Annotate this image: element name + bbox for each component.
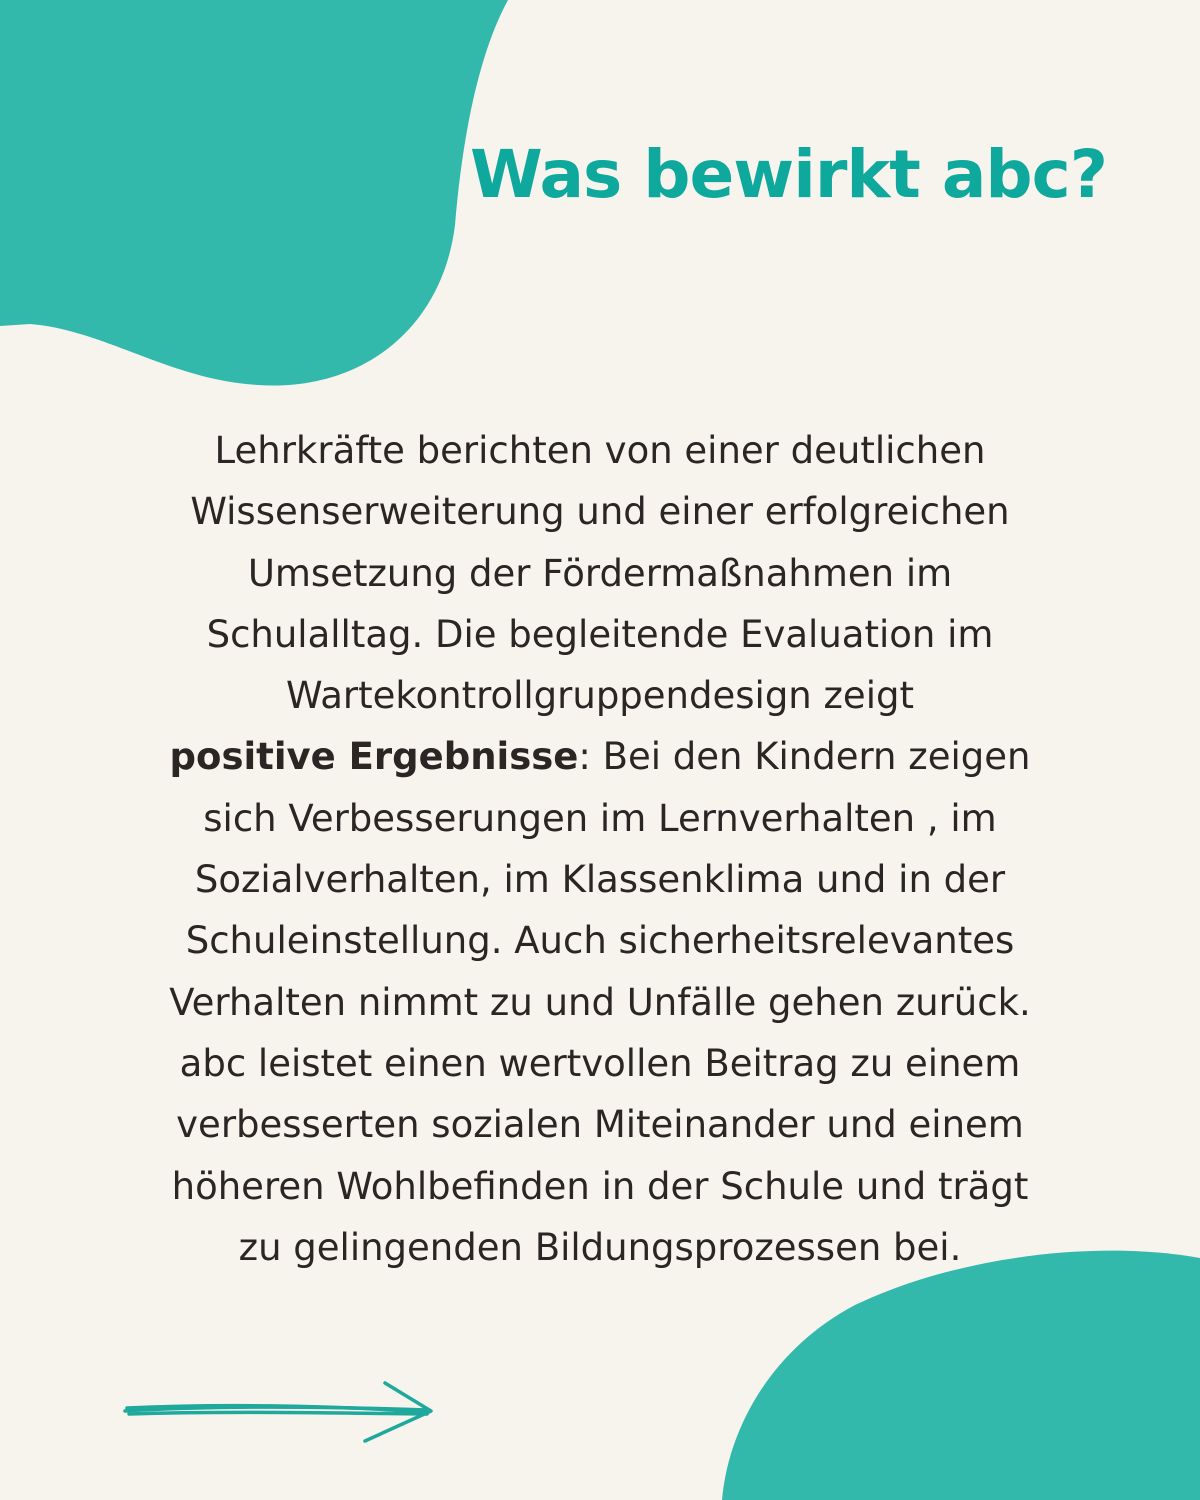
arrow-right-icon[interactable] xyxy=(115,1375,445,1450)
body-paragraph xyxy=(130,420,1070,1278)
body-line: Verhalten nimmt zu und Unfälle gehen zurück. xyxy=(169,980,1031,1024)
body-line: zu gelingenden Bildungsprozessen bei. xyxy=(238,1225,962,1269)
body-line: Lehrkräfte berichten von einer deutlichen xyxy=(214,429,986,472)
highlight-positive-results: positive Ergebnisse xyxy=(169,735,579,779)
body-line: höheren Wohlbefinden in der Schule und trägt xyxy=(171,1164,1029,1208)
body-line: Wissenserweiterung und einer erfolgreichen xyxy=(190,490,1010,534)
body-line-rest: : Bei den Kindern zeigen xyxy=(578,735,1031,779)
body-line: Wartekontrollgruppendesign zeigt xyxy=(286,674,914,718)
body-line: abc leistet einen wertvollen Beitrag zu einem xyxy=(179,1041,1021,1085)
body-line: Schulalltag. Die begleitende Evaluation im xyxy=(206,612,994,656)
body-line: sich Verbesserungen im Lernverhalten , im xyxy=(203,796,997,840)
body-line: Umsetzung der Fördermaßnahmen im xyxy=(247,551,953,595)
body-line: verbesserten sozialen Miteinander und einem xyxy=(176,1103,1024,1147)
body-line: Sozialverhalten, im Klassenklima und in der xyxy=(194,858,1006,902)
body-line-highlight xyxy=(130,726,1070,787)
top-left-blob xyxy=(0,0,508,386)
bottom-right-blob xyxy=(722,1251,1200,1500)
page-title: Was bewirkt abc? xyxy=(470,136,1108,213)
body-line: Schuleinstellung. Auch sicherheitsrelevantes xyxy=(185,919,1015,963)
